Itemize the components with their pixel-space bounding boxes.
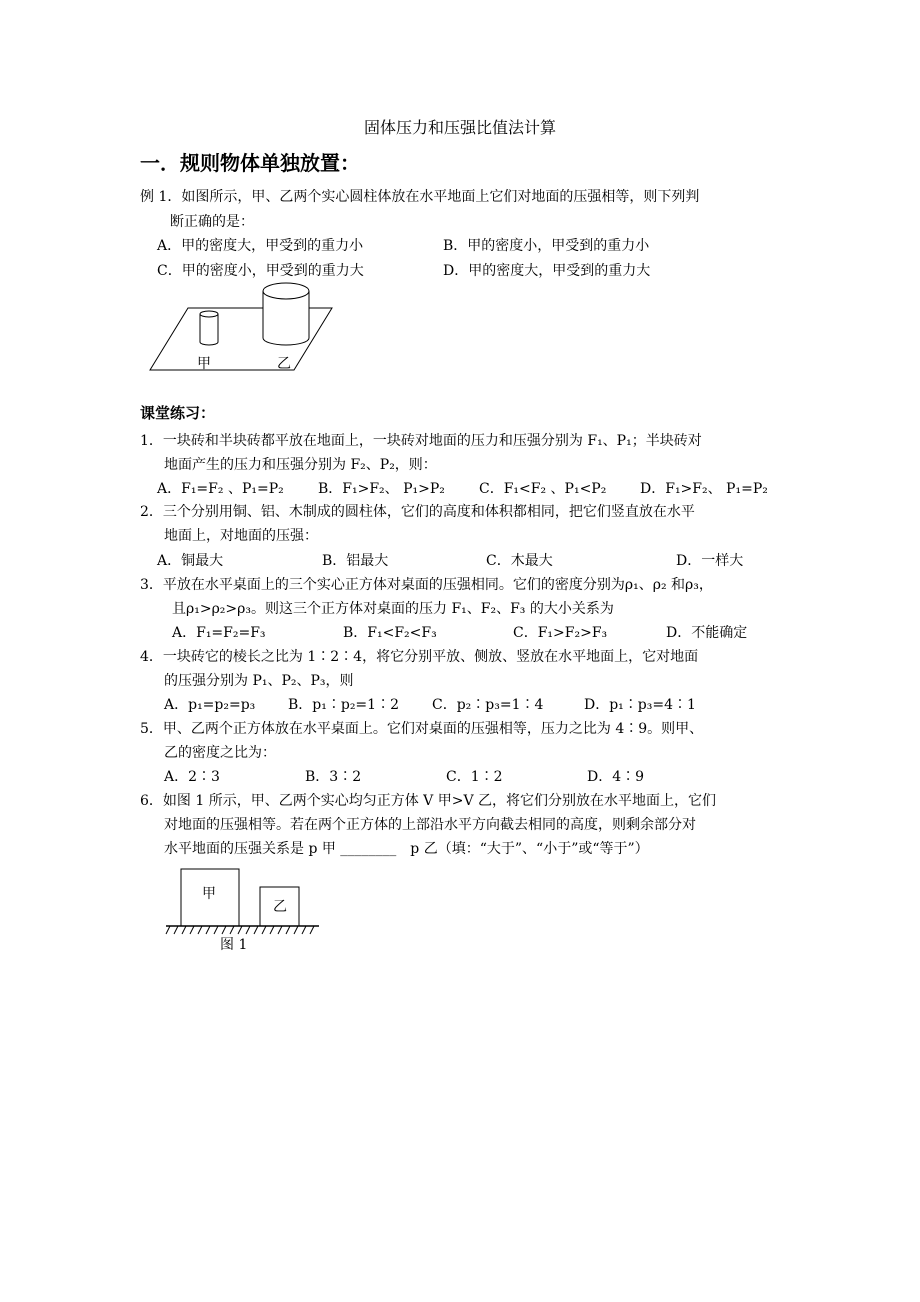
q5-option-c: C．1∶2 xyxy=(446,769,503,785)
cylinders-figure xyxy=(150,278,340,376)
q4-option-d: D．p₁∶p₃=4∶1 xyxy=(584,697,696,713)
example1-option-a: A．甲的密度大，甲受到的重力小 xyxy=(157,238,364,254)
q1-line2: 地面产生的压力和压强分别为 F₂、P₂，则： xyxy=(164,457,437,473)
q2-option-b: B．铝最大 xyxy=(322,553,389,569)
q4-option-c: C．p₂∶p₃=1∶4 xyxy=(432,697,544,713)
q4-option-a: A．p₁=p₂=p₃ xyxy=(164,697,256,713)
q1-option-d: D．F₁>F₂、 P₁=P₂ xyxy=(640,481,768,497)
q2-option-c: C．木最大 xyxy=(486,553,553,569)
cubes-figure xyxy=(166,867,326,953)
q5-option-b: B．3∶2 xyxy=(305,769,362,785)
q4-option-b: B．p₁∶p₂=1∶2 xyxy=(288,697,399,713)
q6-line2: 对地面的压强相等。若在两个正方体的上部沿水平方向截去相同的高度，则剩余部分对 xyxy=(164,817,696,833)
page-title: 固体压力和压强比值法计算 xyxy=(363,118,556,137)
q6-line1: 6．如图 1 所示，甲、乙两个实心均匀正方体 V 甲>V 乙，将它们分别放在水平地面上，它们 xyxy=(140,793,717,809)
practice-heading: 课堂练习： xyxy=(140,404,216,422)
q1-line1: 1．一块砖和半块砖都平放在地面上，一块砖对地面的压力和压强分别为 F₁、P₁；半块砖对 xyxy=(140,433,702,449)
q1-option-a: A．F₁=F₂ 、P₁=P₂ xyxy=(157,481,284,497)
example1-line1: 例 1．如图所示，甲、乙两个实心圆柱体放在水平地面上它们对地面的压强相等，则下列判 xyxy=(140,189,700,205)
figure-label-yi: 乙 xyxy=(277,356,291,372)
q5-line2: 乙的密度之比为： xyxy=(164,745,276,761)
figure1-label-yi: 乙 xyxy=(273,899,287,915)
example1-option-c: C．甲的密度小，甲受到的重力大 xyxy=(157,263,364,279)
figure-label-jia: 甲 xyxy=(197,356,211,372)
example1-line2: 断正确的是： xyxy=(170,214,254,230)
q5-option-a: A．2∶3 xyxy=(164,769,220,785)
q3-line1: 3．平放在水平桌面上的三个实心正方体对桌面的压强相同。它们的密度分别为ρ₁、ρ₂ 和ρ₃， xyxy=(140,577,713,593)
q2-option-a: A．铜最大 xyxy=(157,553,224,569)
q2-option-d: D．一样大 xyxy=(676,553,744,569)
q3-option-a: A．F₁=F₂=F₃ xyxy=(172,625,266,641)
q4-line2: 的压强分别为 P₁、P₂、P₃，则 xyxy=(164,673,354,689)
q4-line1: 4．一块砖它的棱长之比为 1∶2∶4，将它分别平放、侧放、竖放在水平地面上，它对地面 xyxy=(140,649,699,665)
example1-option-b: B．甲的密度小，甲受到的重力小 xyxy=(443,238,650,254)
q6-line3: 水平地面的压强关系是 p 甲 ________ p 乙（填：“大于”、“小于”或“等于”） xyxy=(164,841,649,857)
q5-line1: 5．甲、乙两个正方体放在水平桌面上。它们对桌面的压强相等，压力之比为 4∶9。则甲、 xyxy=(140,721,704,737)
figure1-label-jia: 甲 xyxy=(202,886,216,902)
figure1-caption: 图 1 xyxy=(220,937,248,953)
q2-line1: 2．三个分别用铜、铝、木制成的圆柱体，它们的高度和体积都相同，把它们竖直放在水平 xyxy=(140,504,695,520)
q3-option-c: C．F₁>F₂>F₃ xyxy=(513,625,608,641)
q1-option-c: C．F₁<F₂ 、P₁<P₂ xyxy=(479,481,607,497)
q2-line2: 地面上，对地面的压强： xyxy=(164,528,318,544)
q5-option-d: D．4∶9 xyxy=(587,769,645,785)
q3-line2: 且ρ₁>ρ₂>ρ₃。则这三个正方体对桌面的压力 F₁、F₂、F₃ 的大小关系为 xyxy=(172,601,614,617)
q1-option-b: B．F₁>F₂、 P₁>P₂ xyxy=(318,481,445,497)
section-heading: 一．规则物体单独放置： xyxy=(140,151,360,175)
q3-option-b: B．F₁<F₂<F₃ xyxy=(343,625,437,641)
q3-option-d: D．不能确定 xyxy=(666,625,748,641)
example1-option-d: D．甲的密度大，甲受到的重力大 xyxy=(443,263,651,279)
